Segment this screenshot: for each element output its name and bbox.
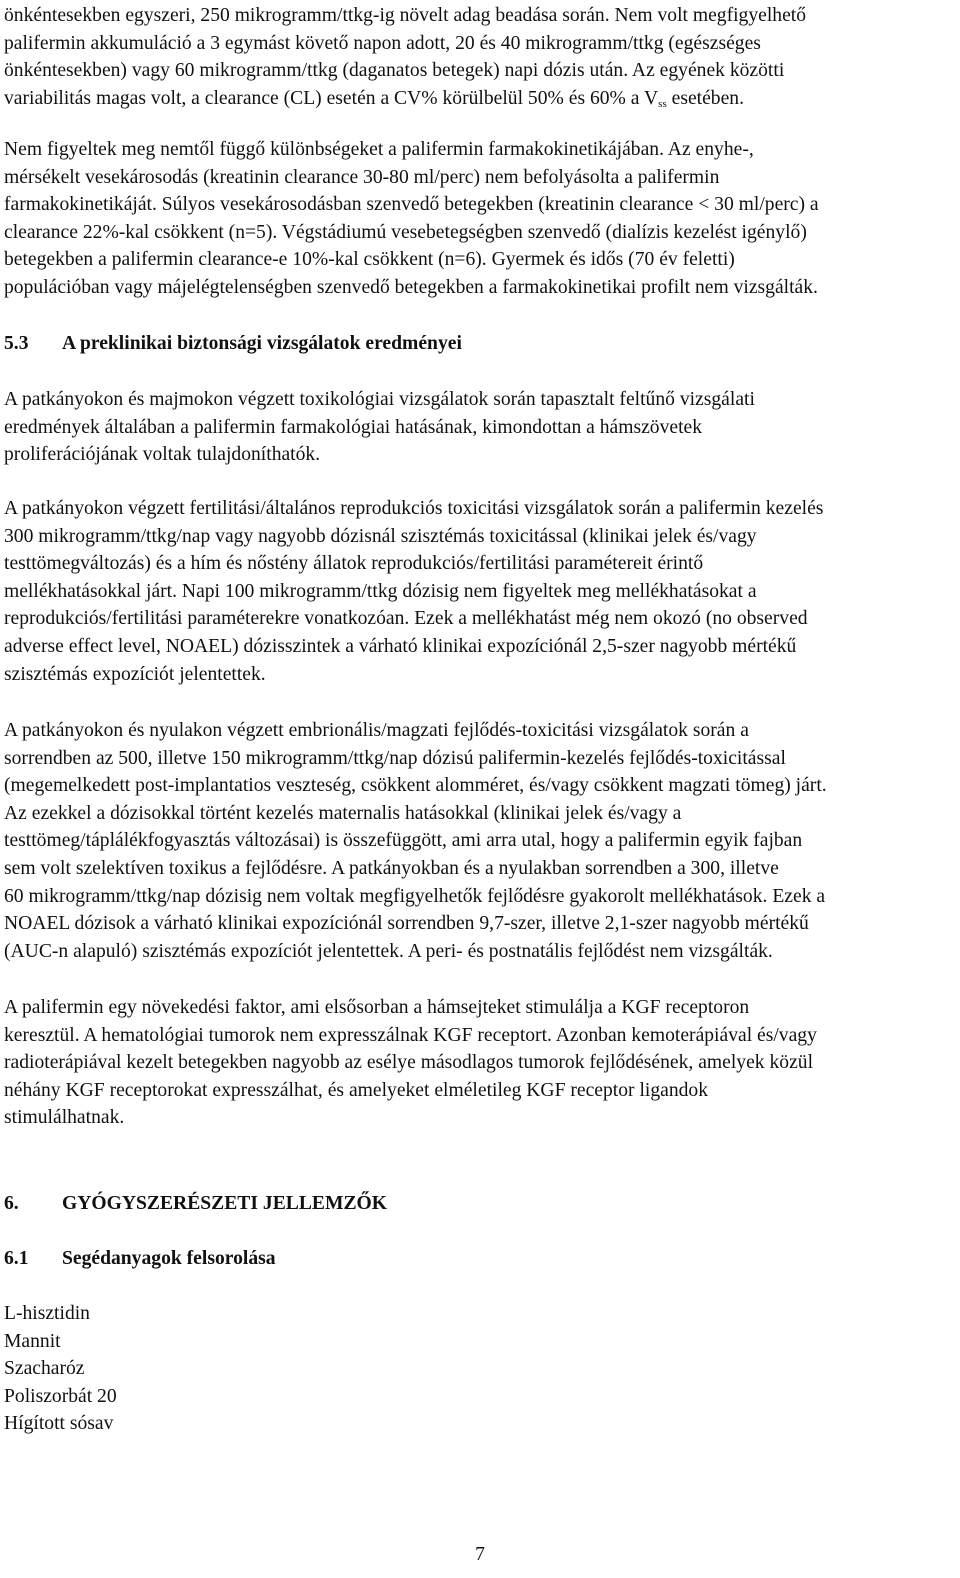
- list-item: Szacharóz: [4, 1358, 85, 1380]
- text-line: proliferációjának voltak tulajdoníthatók.: [4, 444, 321, 466]
- paragraph-special-populations: [4, 136, 819, 302]
- text-line: sorrendben az 500, illetve 150 mikrogramm/ttkg/nap dózisú palifermin-kezelés fejlődés-toxicitással: [4, 747, 786, 769]
- text-line: populációban vagy májelégtelenségben szenvedő betegekben a farmakokinetikai profilt nem vizsgálták.: [4, 276, 818, 298]
- text-line: néhány KGF receptorokat expresszálhat, és amelyeket elméletileg KGF receptor ligandok: [4, 1079, 709, 1101]
- text-line: adverse effect level, NOAEL) dózisszintek a várható klinikai expozíciónál 2,5-szer nagyobb mértékű: [4, 635, 797, 657]
- paragraph-fertility: [4, 495, 823, 688]
- list-item: Mannit: [4, 1330, 61, 1352]
- list-item: Poliszorbát 20: [4, 1385, 117, 1407]
- text-line: reprodukciós/fertilitási paraméterekre vonatkozóan. Ezek a mellékhatást még nem okozó (no observed: [4, 608, 808, 630]
- section-title: GYÓGYSZERÉSZETI JELLEMZŐK: [62, 1193, 388, 1214]
- text-line: betegekben a palifermin clearance-e 10%-kal csökkent (n=6). Gyermek és idős (70 év feletti): [4, 249, 735, 271]
- subscript: ss: [658, 97, 667, 110]
- text-line: A palifermin egy növekedési faktor, ami elsősorban a hámsejteket stimulálja a KGF receptoron: [4, 997, 750, 1018]
- text-line: önkéntesekben) vagy 60 mikrogramm/ttkg (daganatos betegek) napi dózis után. Az egyének közötti: [4, 60, 785, 82]
- section-title: A preklinikai biztonsági vizsgálatok eredményei: [62, 333, 462, 354]
- text-line: clearance 22%-kal csökkent (n=5). Végstádiumú vesebetegségben szenvedő (dialízis kezelést igénylő): [4, 221, 807, 243]
- paragraph-toxicology: [4, 386, 755, 469]
- text-line: mérsékelt vesekárosodás (kreatinin clearance 30-80 ml/perc) nem befolyásolta a palifermin: [4, 166, 720, 188]
- text-line: önkéntesekben egyszeri, 250 mikrogramm/ttkg-ig növelt adag beadása során. Nem volt megfigyelhető: [4, 5, 807, 26]
- text-line: 60 mikrogramm/ttkg/nap dózisig nem voltak megfigyelhetők fejlődésre gyakorolt mellékhatások. Ezek a: [4, 885, 826, 907]
- text-line: sem volt szelektíven toxikus a fejlődésre. A patkányokban és a nyulakban sorrendben a 300, illetve: [4, 857, 779, 879]
- section-heading-6-1: [4, 1245, 276, 1273]
- text-line: (megemelkedett post-implantatios veszteség, csökkent alomméret, és/vagy csökkent magzati tömeg) járt.: [4, 775, 827, 797]
- text-line: [4, 85, 806, 119]
- page-number: 7: [475, 1544, 485, 1565]
- text-line: eredmények általában a palifermin farmakológiai hatásának, kimondottan a hámszövetek: [4, 416, 703, 438]
- section-title: Segédanyagok felsorolása: [62, 1248, 276, 1269]
- text-line: palifermin akkumuláció a 3 egymást követő napon adott, 20 és 40 mikrogramm/ttkg (egészséges: [4, 32, 761, 54]
- paragraph-pharmacokinetics-accumulation: [4, 2, 806, 118]
- text-fragment: esetében.: [666, 87, 744, 109]
- excipient-list: [4, 1300, 117, 1438]
- text-fragment: variabilitás magas volt, a clearance (CL) esetén a CV% körülbelül 50% és 60% a V: [4, 87, 659, 109]
- text-line: (AUC-n alapuló) szisztémás expozíciót jelentettek. A peri- és postnatális fejlődést nem vizsgálták.: [4, 940, 773, 962]
- section-number: 6.1: [4, 1248, 29, 1269]
- section-number: 5.3: [4, 333, 29, 354]
- text-line: 300 mikrogramm/ttkg/nap vagy nagyobb dózisnál szisztémás toxicitással (klinikai jelek és/vagy: [4, 525, 757, 547]
- text-line: mellékhatásokkal járt. Napi 100 mikrogramm/ttkg dózisig nem figyeltek meg mellékhatásokat a: [4, 580, 757, 602]
- text-line: keresztül. A hematológiai tumorok nem expresszálnak KGF receptort. Azonban kemoterápiával és/vagy: [4, 1024, 817, 1046]
- text-line: Nem figyeltek meg nemtől függő különbségeket a palifermin farmakokinetikájában. Az enyhe-,: [4, 139, 754, 160]
- text-line: Az ezekkel a dózisokkal történt kezelés maternalis hatásokkal (klinikai jelek és/vagy a: [4, 802, 682, 824]
- paragraph-embryofetal-toxicity: [4, 717, 827, 965]
- text-line: NOAEL dózisok a várható klinikai expozíciónál sorrendben 9,7-szer, illetve 2,1-szer nagyobb mértékű: [4, 913, 809, 935]
- text-line: radioterápiával kezelt betegekben nagyobb az esélye másodlagos tumorok fejlődésének, amelyek közül: [4, 1052, 814, 1074]
- section-number: 6.: [4, 1193, 19, 1214]
- text-line: testtömeg/táplálékfogyasztás változásai) is összefüggött, ami arra utal, hogy a palifermin egyik fajban: [4, 830, 803, 852]
- text-line: farmakokinetikáját. Súlyos vesekárosodásban szenvedő betegekben (kreatinin clearance < 30 ml/perc) a: [4, 194, 819, 216]
- text-line: testtömegváltozás) és a hím és nőstény állatok reprodukciós/fertilitási paramétereit érintő: [4, 553, 704, 575]
- section-heading-5-3: [4, 330, 462, 358]
- list-item: L-hisztidin: [4, 1303, 90, 1324]
- section-heading-6: [4, 1190, 387, 1218]
- text-line: A patkányokon és majmokon végzett toxikológiai vizsgálatok során tapasztalt feltűnő vizsgálati: [4, 389, 755, 410]
- text-line: A patkányokon és nyulakon végzett embrionális/magzati fejlődés-toxicitási vizsgálatok során a: [4, 720, 749, 741]
- text-line: A patkányokon végzett fertilitási/általános reprodukciós toxicitási vizsgálatok során a palifermin kezelés: [4, 498, 824, 519]
- paragraph-growth-factor: [4, 994, 817, 1132]
- text-line: stimulálhatnak.: [4, 1107, 125, 1129]
- text-line: szisztémás expozíciót jelentettek.: [4, 663, 266, 685]
- list-item: Hígított sósav: [4, 1413, 114, 1435]
